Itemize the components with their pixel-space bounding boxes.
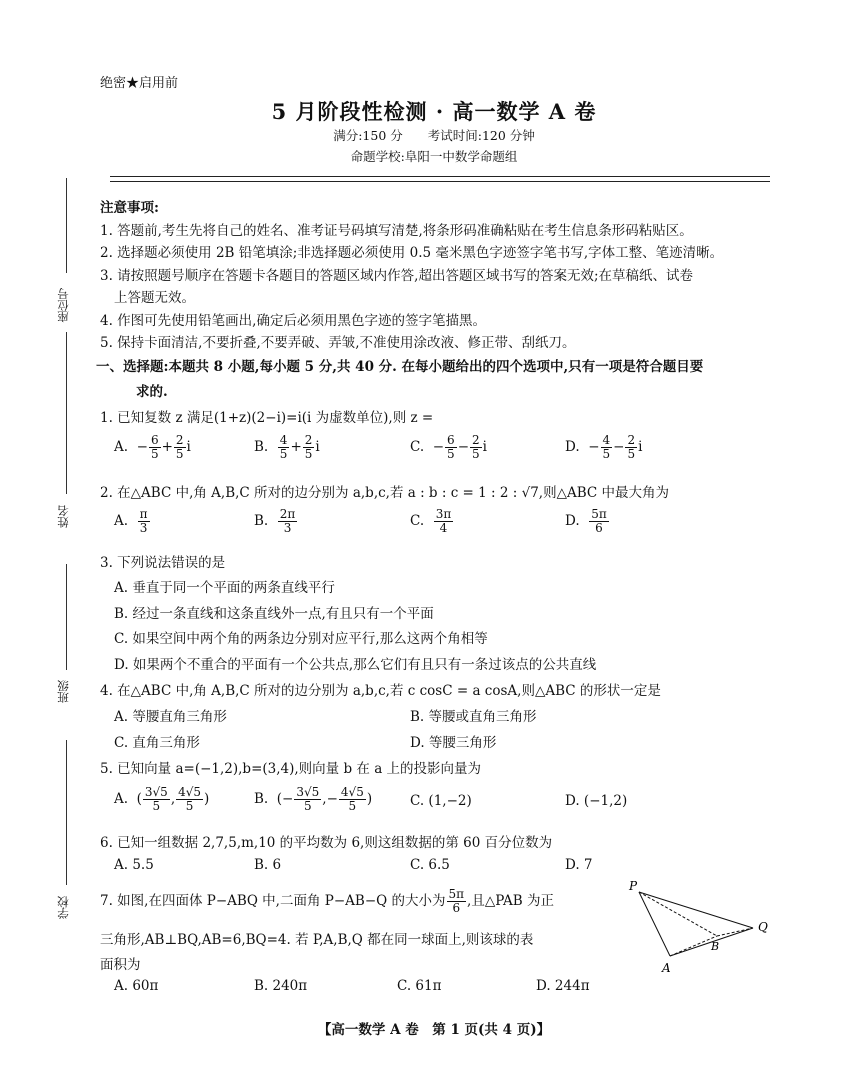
question-5-option-c: C. (1,−2)	[410, 793, 472, 809]
tetrahedron-figure	[625, 878, 780, 978]
question-5-option-b: B. (− $\frac{3√5}{5}$ ,− $\frac{4√5}{5}$ )	[254, 785, 373, 813]
question-1-option-a: A. − $\frac{6}{5}$ + $\frac{2}{5}$ i	[114, 433, 191, 461]
question-1-option-d: D. − $\frac{4}{5}$ − $\frac{2}{5}$ i	[565, 433, 643, 461]
school-info: 命题学校:阜阳一中数学命题组	[350, 149, 518, 164]
side-line	[66, 564, 67, 670]
question-7-option-b: B. 240π	[254, 978, 308, 994]
question-6-stem: 6. 已知一组数据 2,7,5,m,10 的平均数为 6,则这组数据的第 60 百分位数为	[100, 835, 553, 851]
question-7-stem-cont: 三角形,AB⊥BQ,AB=6,BQ=4. 若 P,A,B,Q 都在同一球面上,则该球的表	[100, 932, 534, 948]
notes-heading: 注意事项:	[100, 200, 159, 216]
question-6-option-d: D. 7	[565, 857, 593, 873]
question-3-stem: 3. 下列说法错误的是	[100, 555, 226, 571]
question-7-stem-cont: 面积为	[100, 957, 141, 973]
exam-title: 5 月阶段性检测 · 高一数学 A 卷	[271, 99, 597, 124]
side-line	[66, 332, 67, 494]
section-heading: 一、选择题:本题共 8 小题,每小题 5 分,共 40 分. 在每小题给出的四个选项中,只有一项是符合题目要	[96, 359, 704, 375]
side-line	[66, 740, 67, 885]
figure-label-p: P	[629, 879, 638, 893]
note-item: 1. 答题前,考生先将自己的姓名、准考证号码填写清楚,将条形码准确粘贴在考生信息条形码粘贴区。	[100, 223, 693, 239]
score-time-info: 满分:150 分 考试时间:120 分钟	[333, 128, 535, 143]
question-3-option-b: B. 经过一条直线和这条直线外一点,有且只有一个平面	[114, 606, 434, 622]
note-item: 4. 作图可先使用铅笔画出,确定后必须用黑色字迹的签字笔描黑。	[100, 313, 486, 329]
question-5-stem: 5. 已知向量 a=(−1,2),b=(3,4),则向量 b 在 a 上的投影向量为	[100, 761, 482, 777]
figure-label-b: B	[711, 940, 720, 953]
question-2-option-b: B. $\frac{2\pi}{3}$	[254, 507, 296, 535]
question-2-option-a: A. $\frac{\pi}{3}$	[114, 507, 148, 535]
side-label-class: 班级	[56, 680, 70, 703]
question-2-stem: 2. 在△ABC 中,角 A,B,C 所对的边分别为 a,b,c,若 a : b : c = 1 : 2 : √7,则△ABC 中最大角为	[100, 485, 670, 501]
note-item: 3. 请按照题号顺序在答题卡各题目的答题区域内作答,超出答题区域书写的答案无效;在草稿纸、试卷	[100, 268, 694, 284]
side-line	[66, 178, 67, 273]
question-6-option-c: C. 6.5	[410, 857, 450, 873]
question-6-option-b: B. 6	[254, 857, 282, 873]
note-item: 5. 保持卡面清洁,不要折叠,不要弄破、弄皱,不准使用涂改液、修正带、刮纸刀。	[100, 335, 576, 351]
figure-label-a: A	[662, 961, 671, 975]
question-7-option-c: C. 61π	[397, 978, 442, 994]
question-3-option-a: A. 垂直于同一个平面的两条直线平行	[114, 580, 335, 596]
question-7-stem: 7. 如图,在四面体 P−ABQ 中,二面角 P−AB−Q 的大小为 $\frac{5\pi}{6}$ ,且△PAB 为正	[100, 887, 555, 915]
section-heading-cont: 求的.	[136, 384, 168, 400]
question-2-option-c: C. $\frac{3\pi}{4}$	[410, 507, 452, 535]
question-7-option-a: A. 60π	[114, 978, 159, 994]
page-footer: 【高一数学 A 卷 第 1 页(共 4 页)】	[317, 1022, 551, 1038]
side-label-seat: 座位号	[56, 288, 70, 323]
question-4-option-d: D. 等腰三角形	[410, 735, 497, 751]
header-rule-thin	[110, 181, 770, 182]
question-6-option-a: A. 5.5	[114, 857, 154, 873]
question-4-option-b: B. 等腰或直角三角形	[410, 709, 537, 725]
header-rule	[110, 176, 770, 177]
figure-label-q: Q	[758, 920, 768, 934]
question-1-stem: 1. 已知复数 z 满足(1+z)(2−i)=i(i 为虚数单位),则 z =	[100, 410, 434, 426]
question-5-option-a: A. ( $\frac{3√5}{5}$ , $\frac{4√5}{5}$ )	[114, 785, 210, 813]
question-3-option-c: C. 如果空间中两个角的两条边分别对应平行,那么这两个角相等	[114, 631, 488, 647]
side-label-school: 学校	[56, 896, 70, 919]
confidential-label: 绝密★启用前	[100, 76, 179, 91]
question-4-option-a: A. 等腰直角三角形	[114, 709, 227, 725]
question-7-option-d: D. 244π	[536, 978, 590, 994]
question-1-option-c: C. − $\frac{6}{5}$ − $\frac{2}{5}$ i	[410, 433, 487, 461]
note-item: 2. 选择题必须使用 2B 铅笔填涂;非选择题必须使用 0.5 毫米黑色字迹签字笔书写,字体工整、笔迹清晰。	[100, 245, 724, 261]
side-label-name: 姓名	[56, 505, 70, 528]
question-2-option-d: D. $\frac{5\pi}{6}$	[565, 507, 607, 535]
question-3-option-d: D. 如果两个不重合的平面有一个公共点,那么它们有且只有一条过该点的公共直线	[114, 657, 597, 673]
question-1-option-b: B. $\frac{4}{5}$ + $\frac{2}{5}$ i	[254, 433, 320, 461]
question-4-stem: 4. 在△ABC 中,角 A,B,C 所对的边分别为 a,b,c,若 c cosC = a cosA,则△ABC 的形状一定是	[100, 683, 661, 699]
note-item: 上答题无效。	[114, 290, 195, 306]
question-5-option-d: D. (−1,2)	[565, 793, 628, 809]
question-4-option-c: C. 直角三角形	[114, 735, 200, 751]
